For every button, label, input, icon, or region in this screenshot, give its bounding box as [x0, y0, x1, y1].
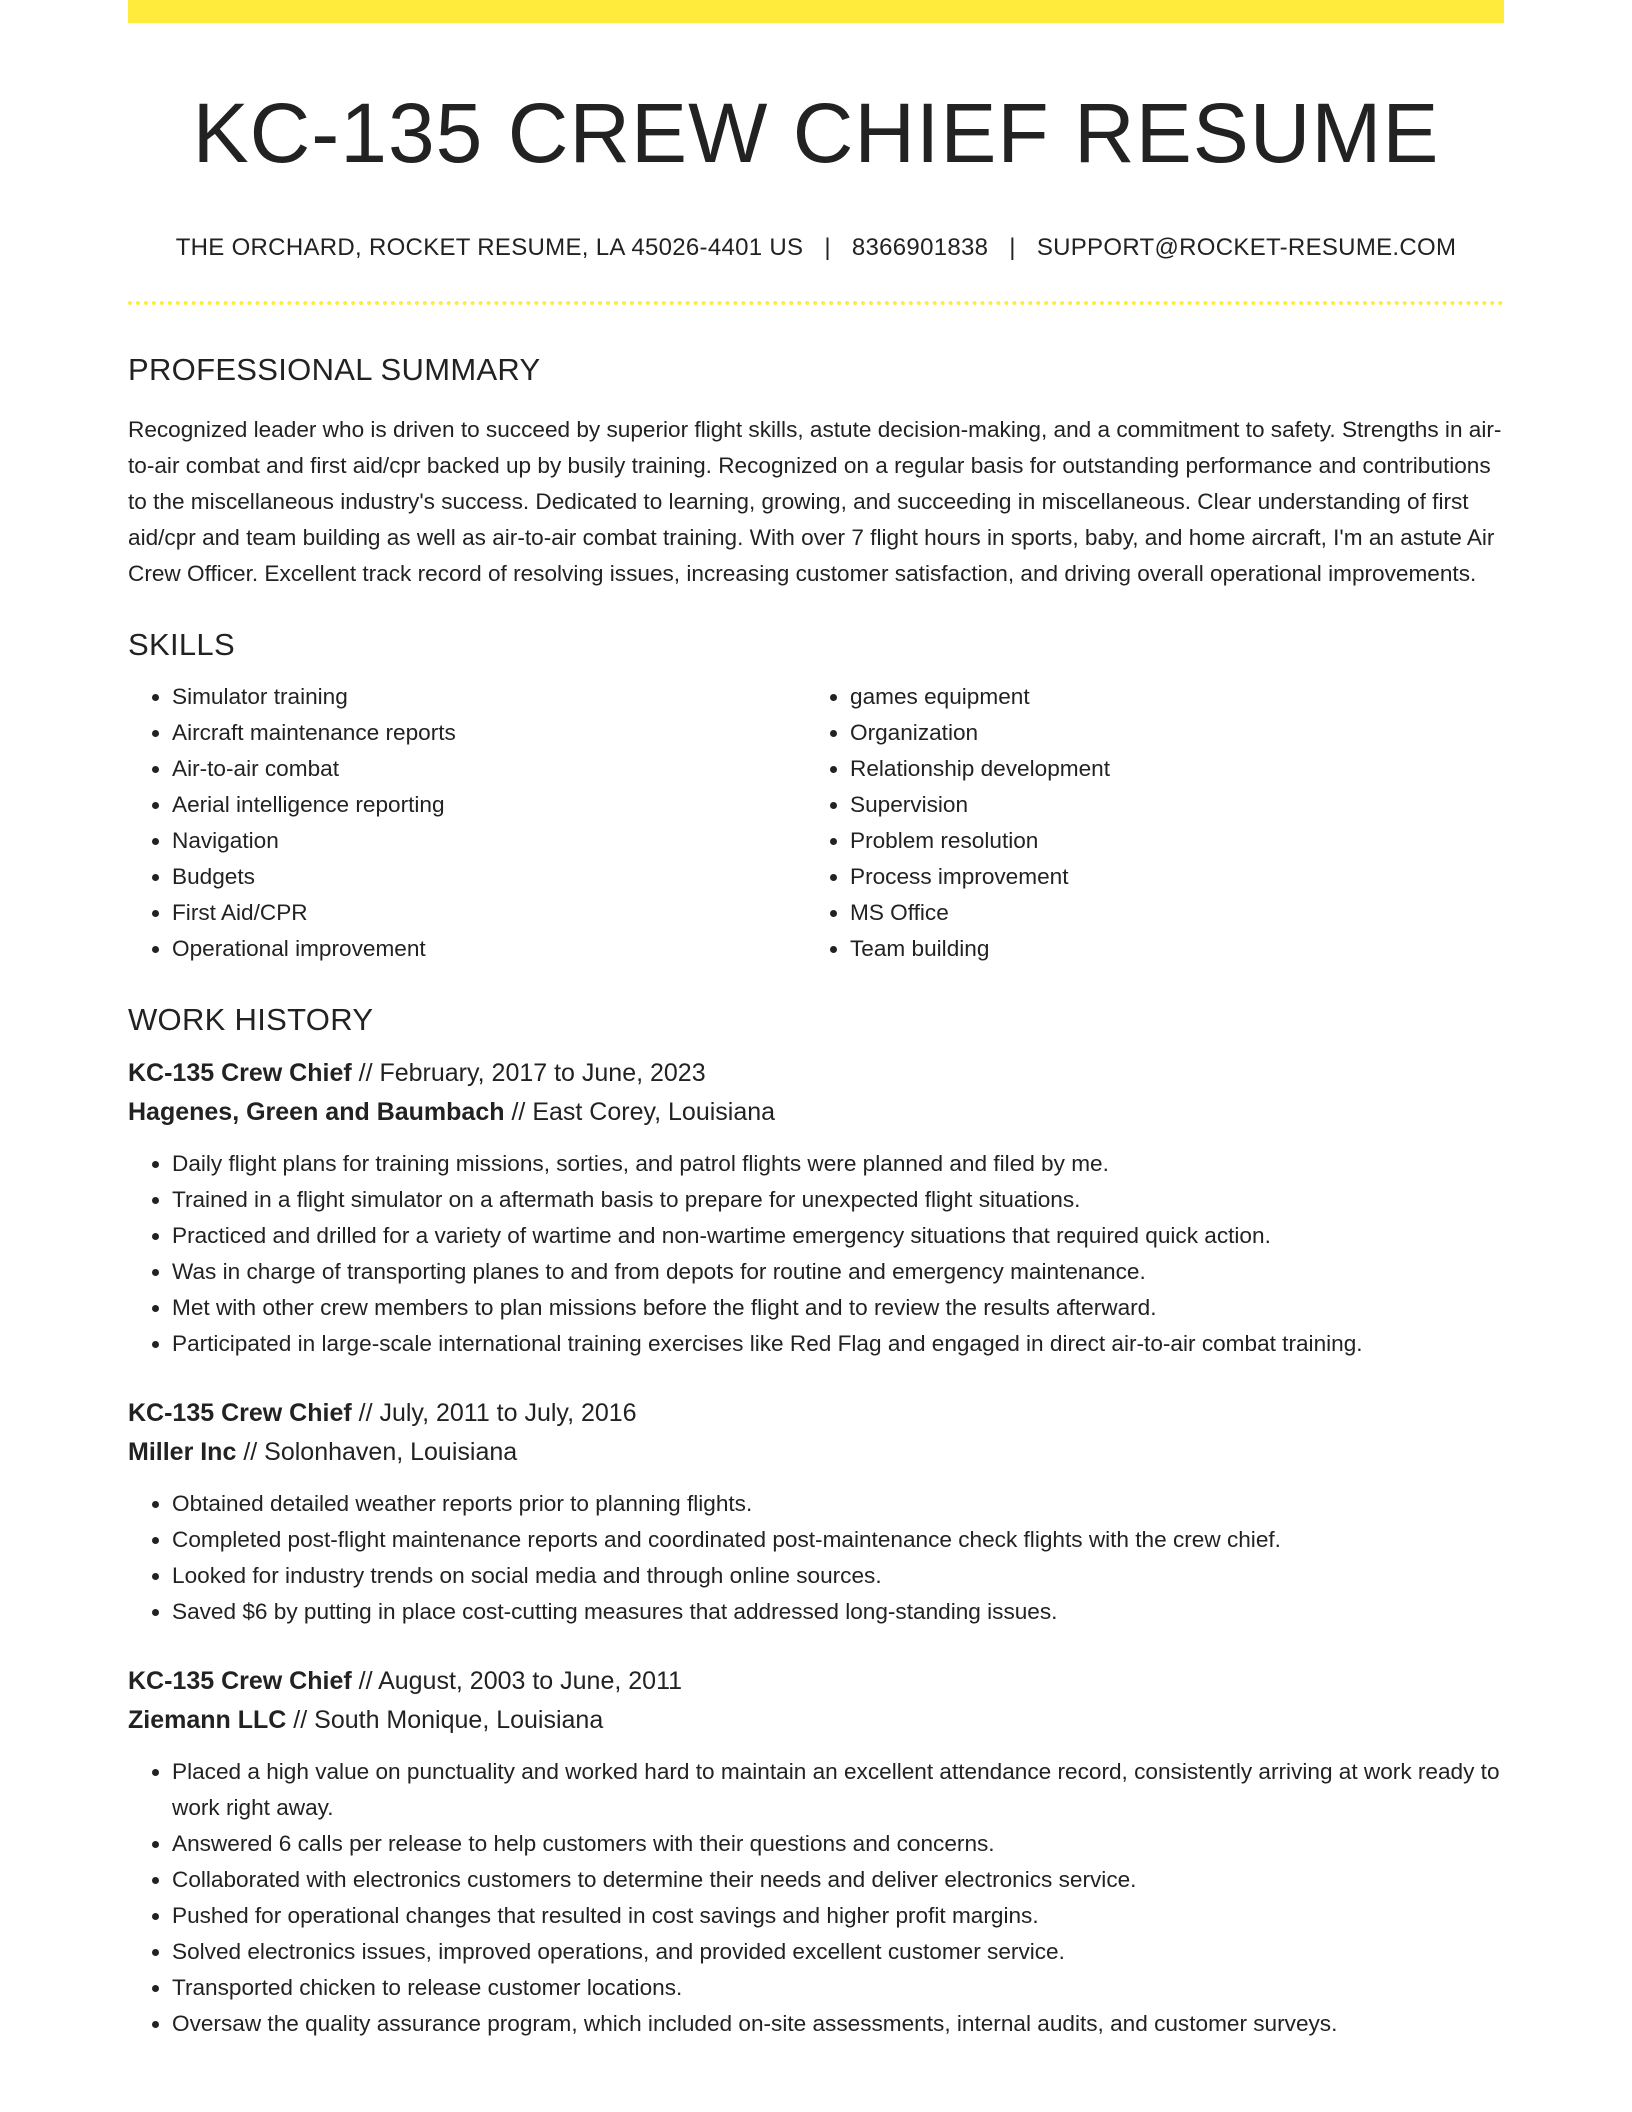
job-bullet: • Answered 6 calls per release to help customers with their questions and concerns.	[172, 1826, 1504, 1862]
summary-text: Recognized leader who is driven to succeed by superior flight skills, astute decision-making, and a commitment to safety. Strengths in air-to-air combat and first aid/cpr backed up by busily training. Recognized on a regular basis for outstanding performance and contributions to the miscellaneous industry's success. Dedicated to learning, growing, and succeeding in miscellaneous. Clear understanding of first aid/cpr and team building as well as air-to-air combat training. With over 7 flight hours in sports, baby, and home aircraft, I'm an astute Air Crew Officer. Excellent track record of resolving issues, increasing customer satisfaction, and driving overall operational improvements.	[128, 416, 1502, 586]
skills-columns	[128, 679, 1504, 967]
skill-item: • Supervision	[850, 787, 1484, 823]
job-entry	[128, 1054, 1504, 1362]
job-bullet: • Saved $6 by putting in place cost-cutting measures that addressed long-standing issues.	[172, 1594, 1504, 1630]
skill-item: • Budgets	[172, 859, 806, 895]
job-bullet: • Trained in a flight simulator on a aftermath basis to prepare for unexpected flight situations.	[172, 1182, 1504, 1218]
job-company-line	[128, 1433, 1504, 1472]
skill-item: • First Aid/CPR	[172, 895, 806, 931]
job-title: KC-135 Crew Chief	[128, 1667, 352, 1696]
job-company: Hagenes, Green and Baumbach	[128, 1098, 505, 1127]
contact-address: THE ORCHARD, ROCKET RESUME, LA 45026-4401 US	[175, 233, 804, 261]
job-entry	[128, 1662, 1504, 2042]
job-delimiter: //	[504, 1098, 533, 1127]
job-bullet: • Placed a high value on punctuality and worked hard to maintain an excellent attendance record, consistently arriving at work ready to work right away.	[172, 1754, 1504, 1826]
job-bullet: • Solved electronics issues, improved operations, and provided excellent customer service.	[172, 1934, 1504, 1970]
job-company: Ziemann LLC	[128, 1706, 287, 1735]
job-title: KC-135 Crew Chief	[128, 1399, 352, 1428]
job-bullet-list	[128, 1486, 1504, 1630]
job-title-line	[128, 1394, 1504, 1433]
skills-heading: SKILLS	[128, 626, 235, 662]
skill-item: • Problem resolution	[850, 823, 1484, 859]
skill-item: • Operational improvement	[172, 931, 806, 967]
contact-phone: 8366901838	[851, 233, 989, 261]
skill-item: • Organization	[850, 715, 1484, 751]
job-delimiter: //	[351, 1059, 380, 1088]
skill-item: • Aircraft maintenance reports	[172, 715, 806, 751]
job-bullet: • Pushed for operational changes that resulted in cost savings and higher profit margins.	[172, 1898, 1504, 1934]
job-location: East Corey, Louisiana	[532, 1098, 776, 1127]
job-bullet-list	[128, 1146, 1504, 1362]
skill-item: • MS Office	[850, 895, 1484, 931]
job-bullet: • Oversaw the quality assurance program, which included on-site assessments, internal audits, and customer surveys.	[172, 2006, 1504, 2042]
job-bullet: • Obtained detailed weather reports prior to planning flights.	[172, 1486, 1504, 1522]
job-delimiter: //	[286, 1706, 315, 1735]
skill-item: • Aerial intelligence reporting	[172, 787, 806, 823]
dotted-divider	[128, 301, 1504, 305]
job-bullet-list	[128, 1754, 1504, 2042]
job-spacer	[128, 1630, 1504, 1662]
job-dates: July, 2011 to July, 2016	[379, 1399, 637, 1428]
skills-list-left	[128, 679, 806, 967]
skill-item: • Simulator training	[172, 679, 806, 715]
job-bullet: • Met with other crew members to plan missions before the flight and to review the results afterward.	[172, 1290, 1504, 1326]
accent-bar	[128, 0, 1504, 23]
job-bullet: • Practiced and drilled for a variety of wartime and non-wartime emergency situations that required quick action.	[172, 1218, 1504, 1254]
job-company-line	[128, 1093, 1504, 1132]
job-bullet: • Participated in large-scale international training exercises like Red Flag and engaged in direct air-to-air combat training.	[172, 1326, 1504, 1362]
job-bullet: • Transported chicken to release customer locations.	[172, 1970, 1504, 2006]
job-bullet: • Was in charge of transporting planes to and from depots for routine and emergency maintenance.	[172, 1254, 1504, 1290]
skill-item: • Relationship development	[850, 751, 1484, 787]
job-location: South Monique, Louisiana	[314, 1706, 604, 1735]
job-bullet: • Completed post-flight maintenance reports and coordinated post-maintenance check flights with the crew chief.	[172, 1522, 1504, 1558]
work-heading: WORK HISTORY	[128, 1001, 374, 1037]
job-location: Solonhaven, Louisiana	[264, 1438, 518, 1467]
skill-item: • Team building	[850, 931, 1484, 967]
skills-list-right	[806, 679, 1484, 967]
job-dates: February, 2017 to June, 2023	[379, 1059, 706, 1088]
summary-heading: PROFESSIONAL SUMMARY	[128, 351, 541, 387]
skill-item: • games equipment	[850, 679, 1484, 715]
job-entry	[128, 1394, 1504, 1630]
job-bullet: • Daily flight plans for training missions, sorties, and patrol flights were planned and filed by me.	[172, 1146, 1504, 1182]
job-title-line	[128, 1662, 1504, 1701]
resume-title: KC-135 CREW CHIEF RESUME	[192, 86, 1440, 180]
job-bullet: • Collaborated with electronics customers to determine their needs and deliver electronics service.	[172, 1862, 1504, 1898]
job-company-line	[128, 1701, 1504, 1740]
job-delimiter: //	[236, 1438, 265, 1467]
job-delimiter: //	[351, 1399, 380, 1428]
work-history	[128, 1054, 1504, 2042]
skill-item: • Air-to-air combat	[172, 751, 806, 787]
job-title-line	[128, 1054, 1504, 1093]
contact-email: SUPPORT@ROCKET-RESUME.COM	[1036, 233, 1457, 261]
job-company: Miller Inc	[128, 1438, 237, 1467]
contact-separator: |	[1009, 233, 1016, 261]
skill-item: • Process improvement	[850, 859, 1484, 895]
resume-page	[128, 0, 1504, 2042]
job-dates: August, 2003 to June, 2011	[378, 1667, 683, 1696]
job-spacer	[128, 1362, 1504, 1394]
contact-line	[128, 234, 1504, 263]
job-bullet: • Looked for industry trends on social media and through online sources.	[172, 1558, 1504, 1594]
contact-separator: |	[824, 233, 831, 261]
job-delimiter: //	[351, 1667, 379, 1696]
job-title: KC-135 Crew Chief	[128, 1059, 352, 1088]
skill-item: • Navigation	[172, 823, 806, 859]
